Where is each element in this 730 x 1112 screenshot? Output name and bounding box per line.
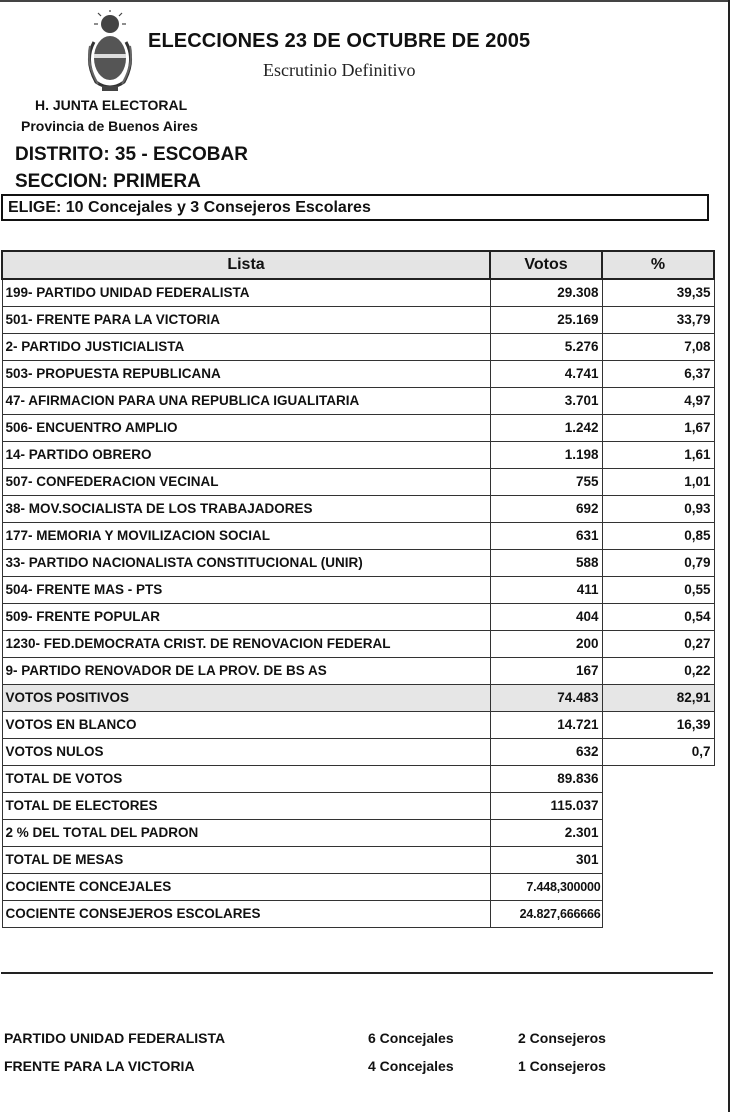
table-row bbox=[2, 792, 714, 819]
row-votos: 301 bbox=[490, 846, 602, 873]
row-votos: 5.276 bbox=[490, 333, 602, 360]
table-row bbox=[2, 657, 714, 684]
allocation-concejales: 4 Concejales bbox=[368, 1058, 454, 1074]
coat-of-arms-seal bbox=[84, 10, 136, 94]
header-lista: Lista bbox=[2, 251, 490, 279]
table-row bbox=[2, 468, 714, 495]
header-votos: Votos bbox=[490, 251, 602, 279]
allocation-row bbox=[4, 1030, 704, 1058]
row-pct: 0,54 bbox=[602, 603, 714, 630]
row-lista: TOTAL DE VOTOS bbox=[2, 765, 490, 792]
table-row bbox=[2, 846, 714, 873]
row-pct: 33,79 bbox=[602, 306, 714, 333]
row-lista: 501- FRENTE PARA LA VICTORIA bbox=[2, 306, 490, 333]
table-row bbox=[2, 414, 714, 441]
row-votos: 755 bbox=[490, 468, 602, 495]
row-pct: 0,27 bbox=[602, 630, 714, 657]
row-votos: 89.836 bbox=[490, 765, 602, 792]
table-row bbox=[2, 873, 714, 900]
table-row bbox=[2, 711, 714, 738]
row-votos: 411 bbox=[490, 576, 602, 603]
row-lista: 2 % DEL TOTAL DEL PADRON bbox=[2, 819, 490, 846]
row-pct: 1,01 bbox=[602, 468, 714, 495]
row-pct-empty bbox=[602, 765, 714, 792]
header-pct: % bbox=[602, 251, 714, 279]
table-row bbox=[2, 306, 714, 333]
table-row bbox=[2, 819, 714, 846]
row-lista: 177- MEMORIA Y MOVILIZACION SOCIAL bbox=[2, 522, 490, 549]
table-row bbox=[2, 522, 714, 549]
table-row bbox=[2, 684, 714, 711]
row-lista: 9- PARTIDO RENOVADOR DE LA PROV. DE BS AS bbox=[2, 657, 490, 684]
elects-box: ELIGE: 10 Concejales y 3 Consejeros Escolares bbox=[1, 194, 709, 221]
row-pct: 1,67 bbox=[602, 414, 714, 441]
row-votos: 115.037 bbox=[490, 792, 602, 819]
row-votos: 200 bbox=[490, 630, 602, 657]
row-votos: 692 bbox=[490, 495, 602, 522]
table-row bbox=[2, 603, 714, 630]
table-row bbox=[2, 630, 714, 657]
province-name: Provincia de Buenos Aires bbox=[21, 118, 198, 134]
row-pct: 4,97 bbox=[602, 387, 714, 414]
row-pct: 16,39 bbox=[602, 711, 714, 738]
district-heading: DISTRITO: 35 - ESCOBAR bbox=[15, 144, 248, 165]
row-lista: 2- PARTIDO JUSTICIALISTA bbox=[2, 333, 490, 360]
row-pct: 7,08 bbox=[602, 333, 714, 360]
horizontal-rule bbox=[1, 972, 713, 974]
row-lista: VOTOS EN BLANCO bbox=[2, 711, 490, 738]
row-pct-empty bbox=[602, 846, 714, 873]
row-lista: 1230- FED.DEMOCRATA CRIST. DE RENOVACION FEDERAL bbox=[2, 630, 490, 657]
allocation-concejales: 6 Concejales bbox=[368, 1030, 454, 1046]
row-pct-empty bbox=[602, 792, 714, 819]
row-lista: 199- PARTIDO UNIDAD FEDERALISTA bbox=[2, 279, 490, 306]
row-votos: 1.242 bbox=[490, 414, 602, 441]
row-pct: 1,61 bbox=[602, 441, 714, 468]
row-lista: 503- PROPUESTA REPUBLICANA bbox=[2, 360, 490, 387]
row-votos: 404 bbox=[490, 603, 602, 630]
row-votos: 632 bbox=[490, 738, 602, 765]
row-lista: 506- ENCUENTRO AMPLIO bbox=[2, 414, 490, 441]
row-lista: 504- FRENTE MAS - PTS bbox=[2, 576, 490, 603]
row-lista: VOTOS NULOS bbox=[2, 738, 490, 765]
table-row bbox=[2, 279, 714, 306]
row-lista: 509- FRENTE POPULAR bbox=[2, 603, 490, 630]
row-lista: COCIENTE CONCEJALES bbox=[2, 873, 490, 900]
table-row bbox=[2, 441, 714, 468]
allocation-consejeros: 1 Consejeros bbox=[518, 1058, 606, 1074]
allocation-consejeros: 2 Consejeros bbox=[518, 1030, 606, 1046]
table-row bbox=[2, 495, 714, 522]
row-lista: 507- CONFEDERACION VECINAL bbox=[2, 468, 490, 495]
table-row bbox=[2, 738, 714, 765]
row-pct: 0,22 bbox=[602, 657, 714, 684]
table-header-row bbox=[2, 251, 714, 279]
row-lista: VOTOS POSITIVOS bbox=[2, 684, 490, 711]
allocation-row bbox=[4, 1058, 704, 1086]
row-lista: TOTAL DE MESAS bbox=[2, 846, 490, 873]
allocation-party: FRENTE PARA LA VICTORIA bbox=[4, 1058, 195, 1074]
table-row bbox=[2, 549, 714, 576]
row-votos: 14.721 bbox=[490, 711, 602, 738]
row-pct-empty bbox=[602, 819, 714, 846]
row-votos: 588 bbox=[490, 549, 602, 576]
row-pct: 0,85 bbox=[602, 522, 714, 549]
row-lista: 38- MOV.SOCIALISTA DE LOS TRABAJADORES bbox=[2, 495, 490, 522]
table-row bbox=[2, 387, 714, 414]
row-votos: 2.301 bbox=[490, 819, 602, 846]
row-pct: 0,93 bbox=[602, 495, 714, 522]
allocation-party: PARTIDO UNIDAD FEDERALISTA bbox=[4, 1030, 226, 1046]
table-row bbox=[2, 576, 714, 603]
row-lista: TOTAL DE ELECTORES bbox=[2, 792, 490, 819]
seat-allocation bbox=[4, 1030, 704, 1086]
row-votos: 29.308 bbox=[490, 279, 602, 306]
row-votos: 24.827,666666 bbox=[490, 900, 602, 927]
row-pct: 0,79 bbox=[602, 549, 714, 576]
row-pct-empty bbox=[602, 873, 714, 900]
table-row bbox=[2, 765, 714, 792]
row-pct: 6,37 bbox=[602, 360, 714, 387]
row-lista: 47- AFIRMACION PARA UNA REPUBLICA IGUALITARIA bbox=[2, 387, 490, 414]
junta-name: H. JUNTA ELECTORAL bbox=[35, 97, 188, 113]
row-votos: 167 bbox=[490, 657, 602, 684]
table-row bbox=[2, 333, 714, 360]
row-pct: 39,35 bbox=[602, 279, 714, 306]
row-votos: 7.448,300000 bbox=[490, 873, 602, 900]
row-votos: 25.169 bbox=[490, 306, 602, 333]
row-votos: 3.701 bbox=[490, 387, 602, 414]
row-pct: 82,91 bbox=[602, 684, 714, 711]
table-row bbox=[2, 900, 714, 927]
row-pct-empty bbox=[602, 900, 714, 927]
row-lista: 33- PARTIDO NACIONALISTA CONSTITUCIONAL (UNIR) bbox=[2, 549, 490, 576]
row-pct: 0,55 bbox=[602, 576, 714, 603]
row-votos: 4.741 bbox=[490, 360, 602, 387]
row-lista: COCIENTE CONSEJEROS ESCOLARES bbox=[2, 900, 490, 927]
row-pct: 0,7 bbox=[602, 738, 714, 765]
election-title: ELECCIONES 23 DE OCTUBRE DE 2005 bbox=[148, 30, 531, 52]
row-votos: 631 bbox=[490, 522, 602, 549]
row-lista: 14- PARTIDO OBRERO bbox=[2, 441, 490, 468]
results-table bbox=[1, 250, 715, 928]
section-heading: SECCION: PRIMERA bbox=[15, 171, 201, 192]
count-subtitle: Escrutinio Definitivo bbox=[263, 60, 416, 80]
row-votos: 1.198 bbox=[490, 441, 602, 468]
page-top-border bbox=[0, 0, 730, 2]
table-row bbox=[2, 360, 714, 387]
row-votos: 74.483 bbox=[490, 684, 602, 711]
